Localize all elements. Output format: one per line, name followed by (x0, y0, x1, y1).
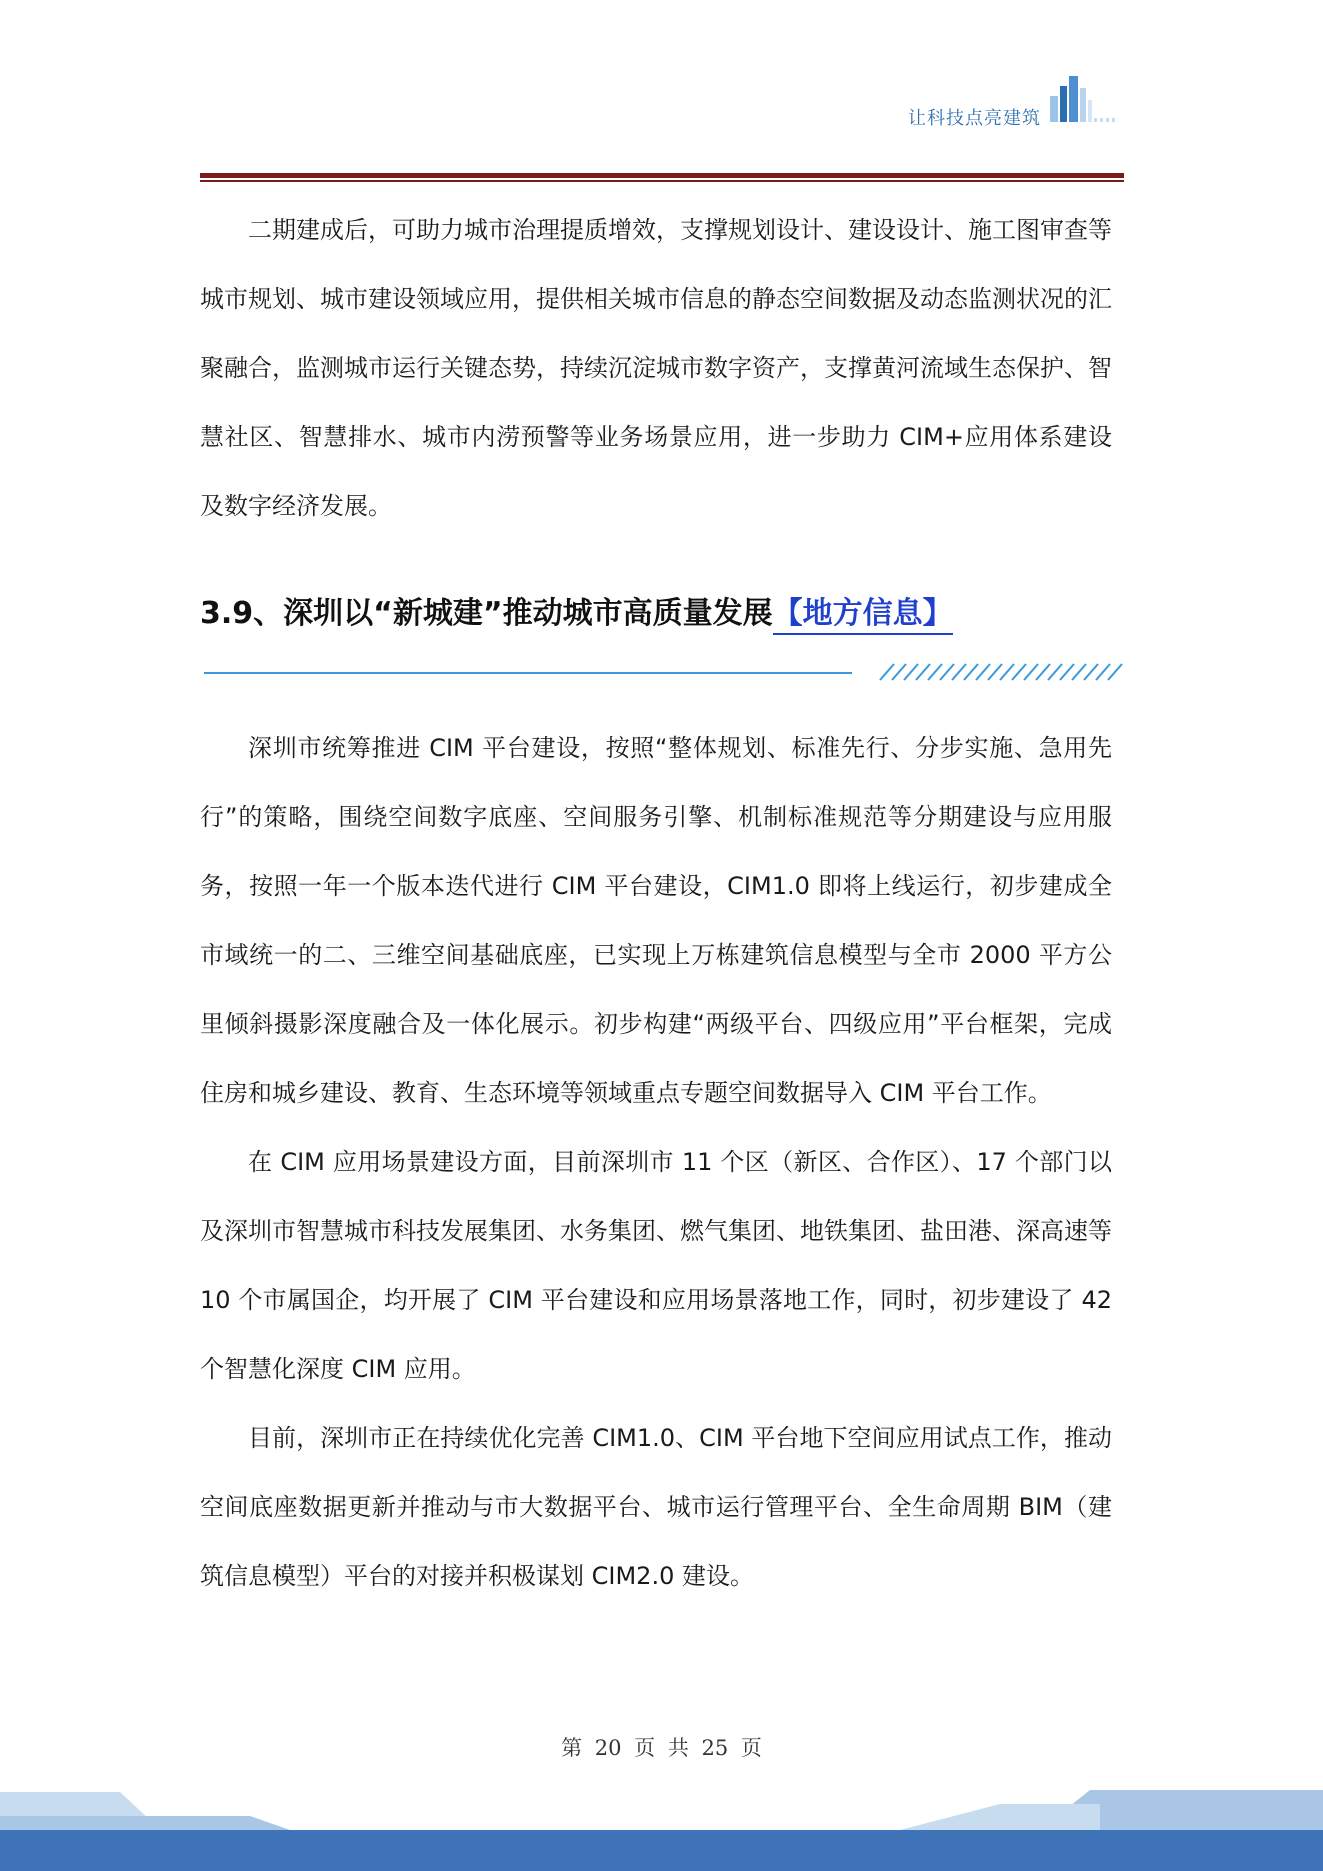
header-tagline: 让科技点亮建筑 (908, 108, 1041, 129)
intro-paragraph: 二期建成后，可助力城市治理提质增效，支撑规划设计、建设设计、施工图审查等城市规划、城市建设领域应用，提供相关城市信息的静态空间数据及动态监测状况的汇聚融合，监测城市运行关键态势，持续沉淀城市数字资产，支撑黄河流域生态保护、智慧社区、智慧排水、城市内涝预警等业务场景应用，进一步助力 CIM+应用体系建设及数字经济发展。 (200, 216, 1112, 520)
section-heading (200, 592, 953, 636)
section-paragraph-2: 在 CIM 应用场景建设方面，目前深圳市 11 个区（新区、合作区）、17 个部门以及深圳市智慧城市科技发展集团、水务集团、燃气集团、地铁集团、盐田港、深高速等 10 个市属国企，均开展了 CIM 平台建设和应用场景落地工作，同时，初步建设了 42 个智慧化深度 CIM 应用。 (200, 1148, 1112, 1383)
section-tag-link[interactable]: 【地方信息】 (773, 596, 953, 635)
section-title: 3.9、深圳以“新城建”推动城市高质量发展 (200, 596, 773, 631)
section-paragraph-1: 深圳市统筹推进 CIM 平台建设，按照“整体规划、标准先行、分步实施、急用先行”的策略，围绕空间数字底座、空间服务引擎、机制标准规范等分期建设与应用服务，按照一年一个版本迭代进行 CIM 平台建设，CIM1.0 即将上线运行，初步建成全市域统一的二、三维空间基础底座，已实现上万栋建筑信息模型与全市 2000 平方公里倾斜摄影深度融合及一体化展示。初步构建“两级平台、四级应用”平台框架，完成住房和城乡建设、教育、生态环境等领域重点专题空间数据导入 CIM 平台工作。 (200, 734, 1112, 1107)
header-rule (200, 173, 1124, 182)
building-logo-icon (1050, 74, 1120, 126)
section-paragraph-3: 目前，深圳市正在持续优化完善 CIM1.0、CIM 平台地下空间应用试点工作，推动空间底座数据更新并推动与市大数据平台、城市运行管理平台、全生命周期 BIM（建筑信息模型）平台的对接并积极谋划 CIM2.0 建设。 (200, 1424, 1112, 1590)
section-underline (204, 660, 1124, 682)
footer-band-decoration (0, 1780, 1323, 1871)
section-body (200, 714, 1112, 1611)
intro-block (200, 196, 1112, 541)
page-number: 第 20 页 共 25 页 (561, 1736, 762, 1760)
